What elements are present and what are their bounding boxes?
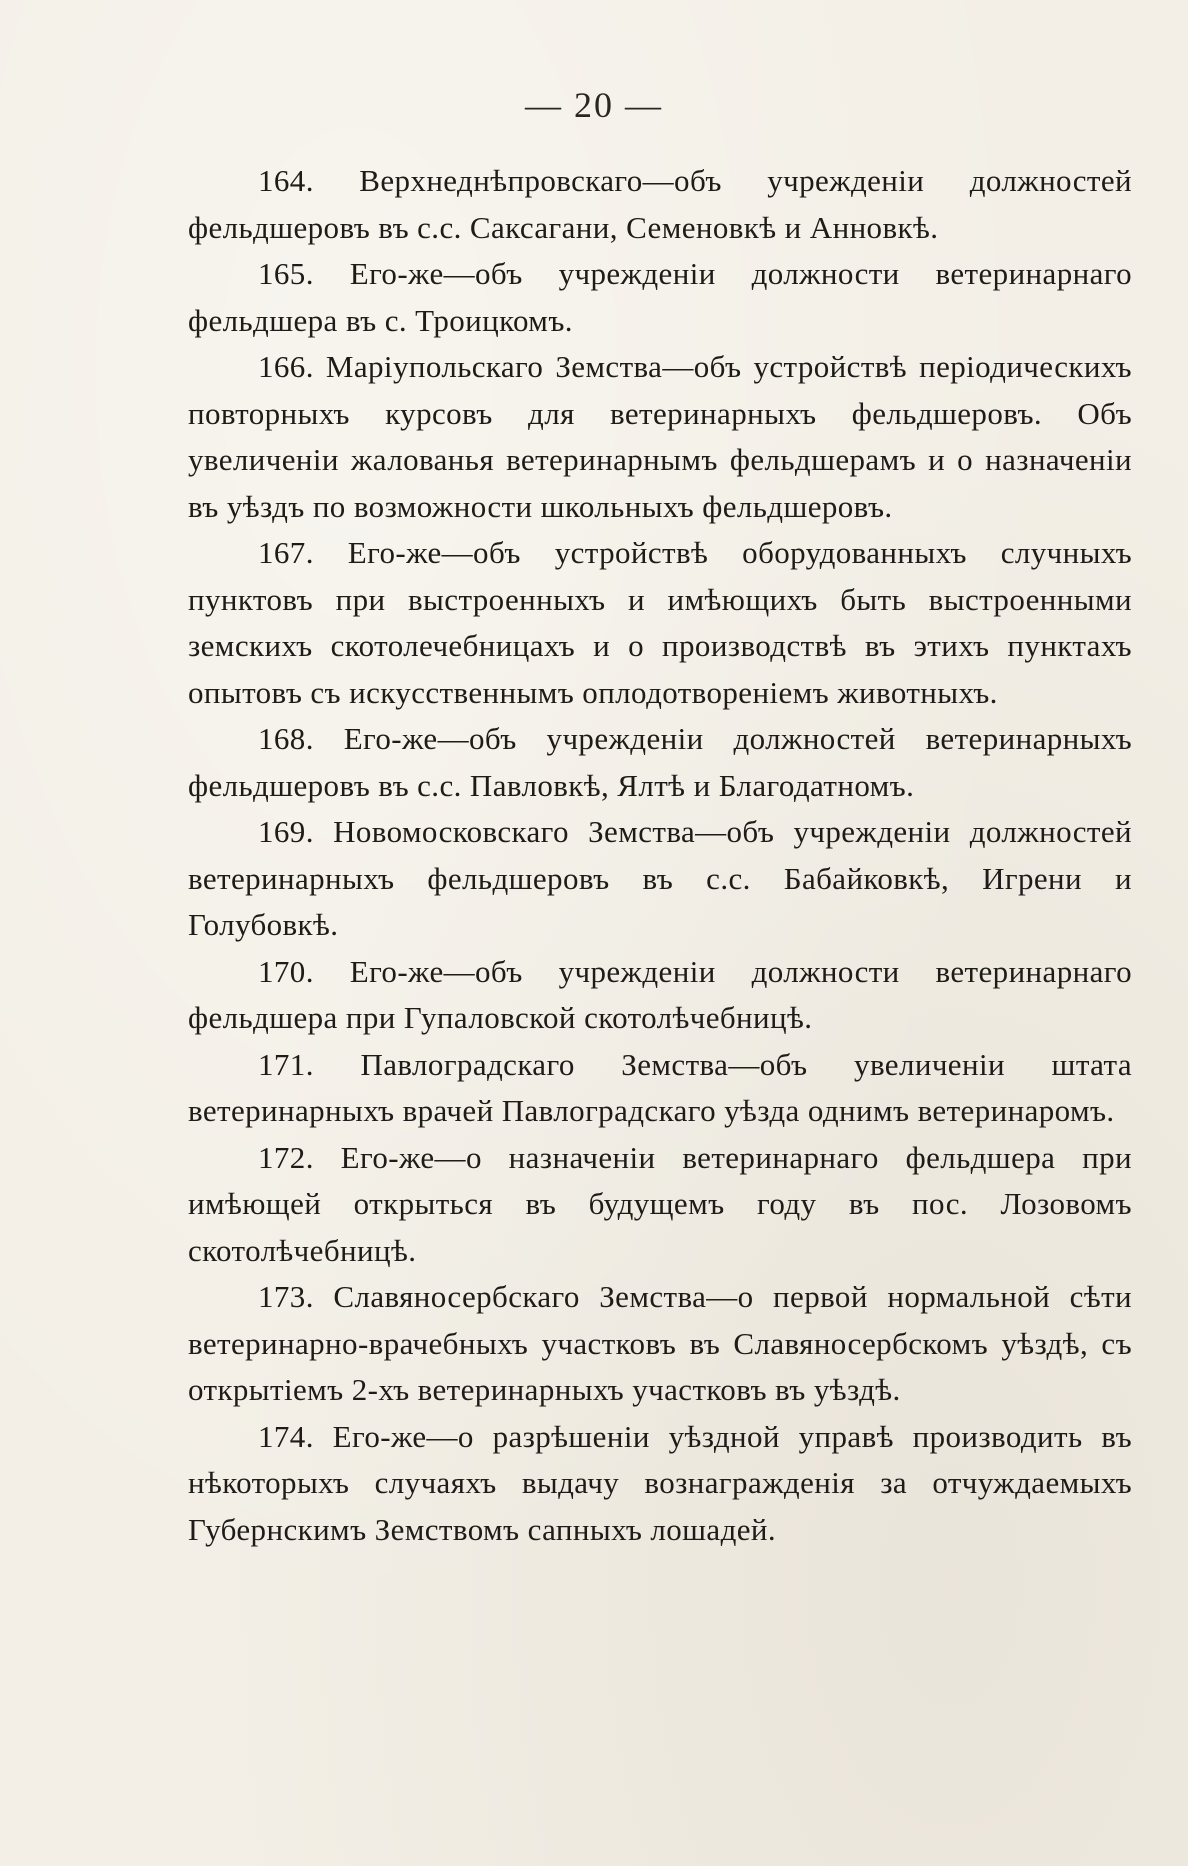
entry-number: 170. (258, 953, 314, 989)
entry-text: Его-же—объ устройствѣ оборудованныхъ случныхъ пунктовъ при выстроенныхъ и имѣющихъ быть выстроенными земскихъ скотолечебницахъ и о производствѣ въ этихъ пунктахъ опытовъ съ искусственнымъ оплодотвореніемъ животныхъ. (188, 535, 1132, 710)
entry-164 (188, 158, 1132, 251)
entry-text: Павлоградскаго Земства—объ увеличеніи штата ветеринарныхъ врачей Павлоградскаго уѣзда однимъ ветеринаромъ. (188, 1046, 1132, 1128)
entry-168 (188, 716, 1132, 809)
entry-text: Верхнеднѣпровскаго—объ учрежденіи должностей фельдшеровъ въ с.с. Саксагани, Семеновкѣ и Анновкѣ. (188, 163, 1132, 245)
entry-text: Новомосковскаго Земства—объ учрежденіи должностей ветеринарныхъ фельдшеровъ въ с.с. Бабайковкѣ, Игрени и Голубовкѣ. (188, 814, 1133, 942)
entry-number: 168. (258, 721, 314, 756)
entry-number: 166. (258, 349, 314, 384)
entry-169 (188, 809, 1132, 949)
entry-text: Маріупольскаго Земства—объ устройствѣ періодическихъ повторныхъ курсовъ для ветеринарныхъ фельдшеровъ. Объ увеличеніи жалованья ветеринарнымъ фельдшерамъ и о назначеніи въ уѣздъ по возможности школьныхъ фельдшеровъ. (188, 349, 1132, 524)
page-number: — 20 — (525, 85, 663, 125)
entry-number: 172. (258, 1139, 314, 1175)
entry-174 (188, 1414, 1132, 1554)
entry-170 (188, 949, 1132, 1042)
entry-number: 164. (258, 163, 314, 198)
entry-166 (188, 344, 1132, 530)
entry-text: Его-же—объ учрежденіи должности ветеринарнаго фельдшера при Гупаловской скотолѣчебницѣ. (188, 953, 1132, 1035)
entry-text: Его-же—объ учрежденіи должности ветеринарнаго фельдшера въ с. Троицкомъ. (188, 256, 1132, 338)
entry-171 (188, 1042, 1132, 1135)
entry-173 (188, 1274, 1132, 1414)
entry-172 (188, 1135, 1132, 1275)
entry-text: Славяносербскаго Земства—о первой нормальной сѣти ветеринарно-врачебныхъ участковъ въ Славяносербскомъ уѣздѣ, съ открытіемъ 2-хъ ветеринарныхъ участковъ въ уѣздѣ. (188, 1279, 1133, 1407)
entry-text: Его-же—объ учрежденіи должностей ветеринарныхъ фельдшеровъ въ с.с. Павловкѣ, Ялтѣ и Благодатномъ. (188, 721, 1132, 803)
entry-165 (188, 251, 1132, 344)
entry-text: Его-же—о назначеніи ветеринарнаго фельдшера при имѣющей открыться въ будущемъ году въ пос. Лозовомъ скотолѣчебницѣ. (188, 1139, 1132, 1268)
entry-number: 173. (258, 1279, 314, 1314)
entry-text: Его-же—о разрѣшеніи уѣздной управѣ производить въ нѣкоторыхъ случаяхъ выдачу вознагражденія за отчуждаемыхъ Губернскимъ Земствомъ сапныхъ лошадей. (188, 1418, 1132, 1547)
entries-list (188, 158, 1132, 1553)
entry-167 (188, 530, 1132, 716)
entry-number: 167. (258, 535, 314, 570)
entry-number: 171. (258, 1046, 314, 1082)
entry-number: 165. (258, 256, 314, 291)
entry-number: 174. (258, 1418, 314, 1454)
entry-number: 169. (258, 814, 314, 849)
